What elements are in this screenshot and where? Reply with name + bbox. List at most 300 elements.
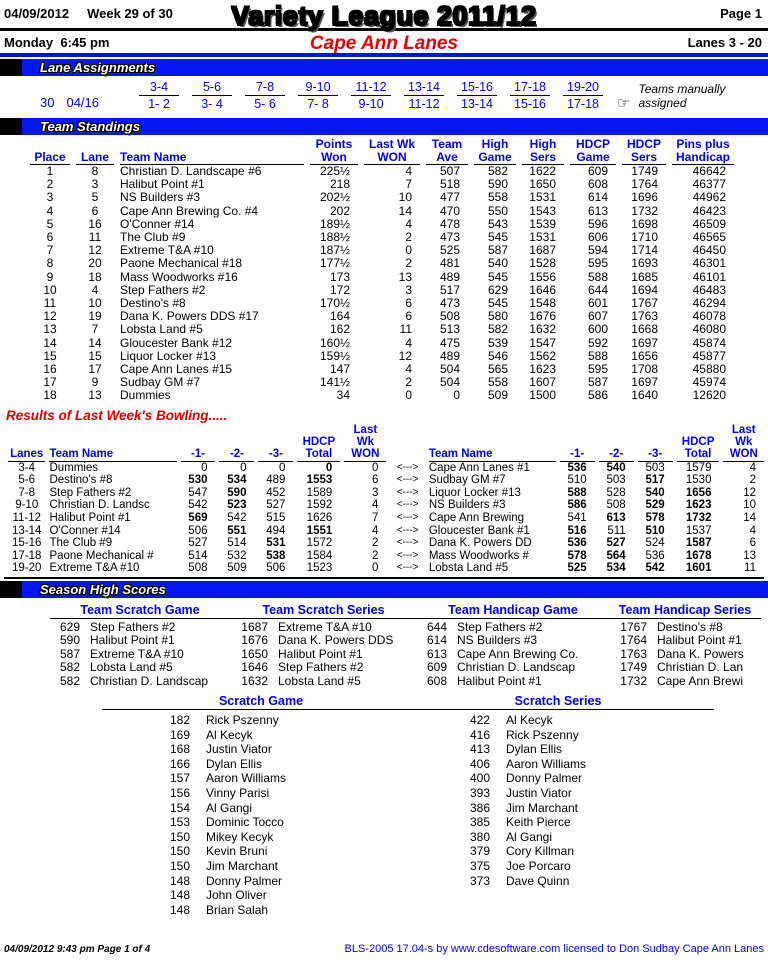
standings-cell: 1623	[529, 363, 556, 377]
team-high-list-title: Team Handicap Game	[417, 603, 609, 619]
results-won-cell: 2	[749, 474, 756, 487]
header-line: Last Wk	[353, 423, 378, 448]
lane-pair	[139, 80, 179, 111]
versus-arrow: <--->	[396, 512, 419, 524]
standings-cell: 614	[587, 191, 608, 205]
high-score-team: Christian D. Landscap	[457, 661, 576, 675]
high-score-value: 157	[169, 771, 190, 786]
header-line: Lanes	[10, 447, 44, 460]
individual-high-score-lists	[102, 694, 768, 917]
list-item	[230, 621, 417, 634]
standings-cell: 545	[487, 231, 508, 245]
standings-cell: 1640	[631, 389, 658, 403]
results-game-cell: 613	[606, 512, 626, 525]
high-score-team: Dana K. Powers DDS	[278, 634, 394, 648]
results-game-cell: 511	[607, 524, 626, 537]
standings-cell: 504	[439, 376, 460, 390]
header-line: WON	[377, 149, 407, 164]
list-item	[417, 648, 609, 661]
high-score-bowler: Dylan Ellis	[506, 742, 563, 757]
standings-cell: 504	[439, 363, 460, 377]
results-game-cell: 534	[227, 474, 247, 487]
standings-cell: Mass Woodworks #16	[120, 270, 238, 284]
standings-cell: 159½	[319, 349, 350, 363]
list-item	[102, 903, 420, 918]
standings-cell: 582	[487, 323, 508, 337]
list-item	[609, 675, 761, 688]
list-item	[230, 634, 417, 647]
standings-cell: 1650	[529, 178, 556, 192]
standings-cell: 173	[329, 270, 350, 284]
header-line: Total	[305, 447, 333, 460]
results-game-cell: 514	[188, 549, 208, 562]
standings-cell: 141½	[319, 376, 350, 390]
standings-head	[30, 138, 734, 165]
section-title: Season High Scores	[40, 582, 166, 597]
results-team-cell: NS Builders #3	[428, 499, 506, 512]
section-banner-lane-assignments	[0, 59, 768, 76]
results-body	[8, 462, 764, 575]
results-team-cell: The Club #9	[49, 537, 113, 550]
standings-cell: Step Fathers #2	[120, 283, 206, 297]
standings-cell: 34	[336, 389, 350, 403]
results-game-cell: 547	[188, 486, 208, 499]
standings-cell: 45880	[692, 363, 726, 377]
results-lanes-cell: 3-4	[18, 461, 36, 474]
high-score-team: Dana K. Powers	[657, 647, 744, 661]
results-total-cell: 1523	[306, 562, 333, 575]
standings-cell: 1714	[631, 244, 658, 258]
high-score-value: 379	[469, 844, 490, 859]
high-score-team: Lobsta Land #5	[278, 674, 361, 688]
list-item	[102, 801, 420, 816]
standings-row	[30, 271, 734, 284]
standings-cell: Dummies	[120, 389, 171, 403]
standings-cell: 1528	[529, 257, 556, 271]
results-game-cell: 503	[645, 461, 665, 474]
standings-row	[30, 178, 734, 191]
standings-cell: 1646	[529, 283, 556, 297]
results-row	[8, 537, 764, 550]
standings-cell: 1556	[529, 270, 556, 284]
standings-cell: 1708	[631, 363, 658, 377]
list-item	[609, 634, 761, 647]
standings-cell: 46377	[692, 178, 726, 192]
high-score-value: 156	[169, 786, 190, 800]
header-line: Last Wk	[368, 137, 415, 151]
high-score-value: 400	[469, 771, 490, 786]
lane-pair-teams: 5- 6	[254, 97, 276, 111]
standings-cell: 582	[487, 165, 508, 178]
standings-cell: 592	[587, 336, 608, 350]
standings-cell: 12	[88, 244, 102, 258]
next-week-date-value: 04/16	[66, 95, 100, 110]
standings-cell: 1698	[631, 217, 658, 231]
standings-cell: 218	[329, 178, 350, 192]
list-item	[402, 786, 714, 801]
high-score-value: 1764	[620, 633, 647, 648]
results-total-cell: 1530	[685, 474, 712, 487]
high-score-bowler: Justin Viator	[506, 786, 572, 800]
versus-arrow: <--->	[396, 537, 419, 549]
header-line: Points	[315, 137, 353, 151]
results-total-cell: 1553	[306, 474, 333, 487]
standings-cell: 46078	[692, 310, 726, 324]
standings-cell: 481	[439, 257, 460, 271]
standings-cell: 513	[439, 323, 460, 337]
header-line: Total	[684, 447, 712, 460]
results-column-header	[599, 424, 634, 462]
team-high-list-title: Team Handicap Series	[609, 603, 761, 619]
results-column-header	[49, 424, 176, 462]
results-game-cell: 540	[645, 486, 665, 499]
standings-cell: 1656	[631, 349, 658, 363]
standings-cell: 1697	[631, 336, 658, 350]
header-line: -3-	[648, 447, 663, 460]
results-won-cell: 4	[749, 461, 756, 474]
lane-pair-teams: 7- 8	[307, 97, 329, 111]
high-score-value: 154	[169, 800, 190, 815]
versus-arrow: <--->	[396, 549, 419, 561]
high-score-team: Christian D. Lan	[657, 661, 744, 675]
standings-cell: 46423	[692, 204, 726, 218]
header-line: WON	[351, 447, 380, 460]
standings-cell: 5	[91, 191, 99, 205]
standings-row	[30, 191, 734, 204]
results-row	[8, 474, 764, 487]
high-score-value: 169	[169, 727, 190, 742]
results-won-cell: 11	[744, 562, 756, 575]
standings-cell: 14	[43, 336, 57, 350]
standings-cell: 45877	[692, 349, 726, 363]
standings-cell: 507	[439, 165, 460, 178]
lane-pair	[563, 80, 603, 111]
results-team-cell: Cape Ann Brewing	[428, 512, 525, 525]
results-game-cell: 569	[188, 512, 208, 525]
results-game-cell: 586	[567, 499, 587, 512]
results-game-cell: 536	[567, 461, 587, 474]
list-item	[230, 648, 417, 661]
high-score-value: 406	[469, 756, 490, 771]
high-score-value: 613	[426, 646, 447, 661]
standings-cell: 1	[46, 165, 54, 178]
lane-pair	[245, 80, 285, 111]
header-line: -1-	[190, 447, 206, 460]
lane-pair	[457, 80, 497, 111]
lane-pair-lanes: 17-18	[510, 80, 550, 96]
results-total-cell: 1623	[685, 499, 712, 512]
header-line: High	[529, 137, 557, 151]
results-total-cell: 1589	[306, 486, 333, 499]
lane-pair-teams: 1- 2	[148, 97, 170, 111]
standings-cell: 10	[398, 191, 412, 205]
results-game-cell: 542	[227, 512, 247, 525]
list-item	[417, 621, 609, 634]
results-team-cell: Liquor Locker #13	[428, 486, 521, 499]
standings-cell: 629	[487, 283, 508, 297]
standings-cell: 189½	[319, 217, 350, 231]
list-item	[102, 888, 420, 903]
list-item	[609, 621, 761, 634]
standings-cell: Halibut Point #1	[120, 178, 205, 192]
list-item	[402, 859, 714, 874]
high-score-value: 182	[169, 713, 190, 728]
versus-arrow: <--->	[396, 486, 419, 498]
standings-cell: 539	[487, 336, 508, 350]
standings-column-header	[120, 138, 304, 165]
list-item	[230, 661, 417, 674]
high-score-team: Lobsta Land #5	[90, 661, 173, 675]
standings-cell: 46509	[692, 217, 726, 231]
standings-column-header	[622, 138, 666, 165]
high-score-bowler: Jim Marchant	[506, 800, 579, 815]
list-item	[50, 621, 230, 634]
results-game-cell: 564	[606, 549, 626, 562]
header-line: WON	[729, 447, 758, 460]
standings-cell: 600	[587, 323, 608, 337]
results-team-cell: Cape Ann Lanes #1	[428, 461, 530, 474]
results-column-header	[8, 424, 45, 462]
standings-cell: 558	[487, 376, 508, 390]
standings-cell: 613	[587, 204, 608, 218]
standings-cell: 46565	[692, 231, 726, 245]
standings-cell: 5	[46, 217, 54, 231]
results-total-cell: 1656	[685, 486, 712, 499]
standings-cell: 6	[405, 310, 412, 324]
standings-cell: 546	[487, 349, 508, 363]
standings-cell: 8	[46, 257, 54, 271]
results-row	[8, 462, 764, 475]
standings-column-header	[364, 138, 420, 165]
standings-cell: 587	[487, 244, 508, 258]
list-item	[402, 815, 714, 830]
standings-cell: 10	[43, 283, 57, 297]
team-standings-table	[24, 138, 740, 403]
standings-cell: 475	[439, 336, 460, 350]
standings-cell: 1710	[631, 231, 658, 245]
header-line: Team	[431, 137, 463, 151]
standings-cell: 46450	[692, 244, 726, 258]
standings-cell: 1693	[631, 257, 658, 271]
lane-pair	[192, 80, 232, 111]
standings-cell: 477	[439, 191, 460, 205]
standings-cell: 187½	[319, 244, 350, 258]
high-score-bowler: Cory Killman	[506, 844, 575, 859]
standings-cell: 15	[88, 349, 102, 363]
high-score-team: Halibut Point #1	[457, 674, 542, 688]
results-game-cell: 516	[567, 524, 587, 537]
results-won-cell: 6	[749, 537, 756, 550]
results-game-cell: 506	[266, 562, 286, 575]
lane-assignments-content	[0, 76, 768, 116]
results-game-cell: 542	[645, 562, 665, 575]
standings-cell: 162	[329, 323, 350, 337]
results-lanes-cell: 13-14	[12, 524, 42, 537]
standings-row	[30, 205, 734, 218]
high-score-bowler: Rick Pszenny	[206, 713, 279, 728]
high-score-team: Destino's #8	[657, 621, 723, 634]
results-column-header	[638, 424, 673, 462]
results-total-cell: 1537	[685, 524, 712, 537]
results-won-cell: 4	[372, 499, 379, 512]
high-score-bowler: Aaron Williams	[206, 771, 287, 786]
results-game-cell: 0	[240, 461, 247, 474]
high-score-bowler: Aaron Williams	[506, 756, 587, 771]
high-score-value: 609	[426, 660, 447, 675]
results-won-cell: 14	[743, 512, 756, 525]
standings-cell: 9	[91, 376, 99, 390]
list-item	[102, 713, 420, 728]
results-game-cell: 525	[567, 562, 587, 575]
list-item	[402, 742, 714, 757]
standings-cell: 1767	[631, 297, 658, 311]
results-row	[8, 562, 764, 575]
standings-cell: 19	[88, 310, 102, 324]
high-score-value: 614	[426, 633, 447, 648]
high-score-value: 590	[59, 633, 80, 648]
standings-cell: 11	[399, 323, 412, 337]
standings-cell: 588	[587, 270, 608, 284]
results-lanes-cell: 9-10	[15, 499, 39, 512]
team-high-list	[230, 603, 417, 688]
lane-pair-teams: 13-14	[461, 97, 493, 111]
high-score-bowler: Dominic Tocco	[206, 815, 284, 830]
standings-cell: 588	[587, 349, 608, 363]
high-score-value: 150	[169, 858, 190, 873]
standings-cell: 12	[398, 349, 412, 363]
lane-pair-teams: 3- 4	[201, 97, 223, 111]
list-item	[402, 874, 714, 889]
results-game-cell: 590	[227, 486, 247, 499]
standings-cell: 46301	[692, 257, 726, 271]
standings-cell: 7	[91, 323, 99, 337]
standings-cell: 595	[587, 363, 608, 377]
standings-cell: 1500	[529, 389, 556, 403]
standings-row	[30, 323, 734, 336]
list-item	[102, 830, 420, 845]
standings-column-header	[474, 138, 516, 165]
results-bottom-divider	[4, 577, 764, 579]
list-item	[50, 675, 230, 688]
results-game-cell: 508	[606, 499, 626, 512]
header-line: -3-	[268, 447, 283, 460]
high-score-value: 1650	[241, 646, 268, 661]
standings-cell: 1764	[631, 178, 658, 192]
results-game-cell: 541	[567, 512, 587, 525]
high-score-bowler: Al Gangi	[206, 800, 253, 815]
results-lanes-cell: 5-6	[18, 474, 36, 487]
standings-cell: 606	[587, 231, 608, 245]
results-total-cell: 1626	[306, 512, 333, 525]
list-item	[50, 634, 230, 647]
header-line: -1-	[570, 447, 585, 460]
standings-cell: Cape Ann Lanes #15	[120, 363, 233, 377]
high-score-team: Step Fathers #2	[90, 621, 176, 634]
standings-cell: 558	[487, 191, 508, 205]
high-score-value: 608	[426, 673, 447, 688]
results-total-cell: 1732	[685, 512, 712, 525]
list-item	[402, 830, 714, 845]
standings-cell: 1732	[631, 204, 658, 218]
bowling-center-name: Cape Ann Lanes	[309, 33, 459, 54]
results-team-cell: Step Fathers #2	[49, 486, 132, 499]
list-item	[102, 728, 420, 743]
list-item	[102, 786, 420, 801]
league-day: Monday	[4, 35, 54, 50]
lane-pairs	[139, 80, 603, 111]
results-game-cell: 536	[645, 549, 665, 562]
results-arrow-header	[390, 424, 424, 462]
lane-pair-teams: 15-16	[514, 97, 546, 111]
results-game-cell: 494	[266, 524, 286, 537]
results-total-cell: 0	[325, 461, 333, 474]
high-score-team: Halibut Point #1	[278, 647, 363, 661]
standings-cell: 177½	[319, 257, 350, 271]
header-line: Handicap	[675, 149, 730, 164]
versus-arrow: <--->	[396, 524, 419, 536]
standings-header-row	[30, 138, 734, 165]
standings-cell: Cape Ann Brewing Co. #4	[120, 204, 259, 218]
results-won-cell: 2	[372, 537, 379, 550]
list-item	[402, 757, 714, 772]
results-game-cell: 523	[227, 499, 247, 512]
standings-cell: 644	[587, 283, 608, 297]
standings-row	[30, 165, 734, 178]
standings-cell: 607	[587, 310, 608, 324]
list-item	[402, 801, 714, 816]
lane-pair-lanes: 11-12	[351, 80, 391, 96]
section-title: Team Standings	[40, 119, 140, 134]
results-column-header	[344, 424, 386, 462]
results-game-cell: 527	[266, 499, 286, 512]
standings-cell: 4	[46, 204, 54, 218]
last-week-results-table	[4, 424, 768, 575]
standings-cell: Lobsta Land #5	[120, 323, 203, 337]
high-score-bowler: Donny Palmer	[506, 771, 583, 786]
results-game-cell: 530	[188, 474, 208, 487]
high-score-bowler: Kevin Bruni	[206, 844, 268, 859]
team-high-list-title: Team Scratch Series	[230, 603, 417, 619]
section-banner-season-high-scores	[0, 581, 768, 598]
standings-cell: 545	[487, 270, 508, 284]
versus-arrow: <--->	[396, 461, 419, 473]
high-score-value: 587	[59, 646, 80, 661]
next-week-number: 30	[40, 95, 55, 110]
individual-high-list	[402, 694, 714, 917]
standings-cell: 508	[439, 310, 460, 324]
standings-row	[30, 218, 734, 231]
results-won-cell: 6	[372, 474, 379, 487]
standings-cell: 608	[587, 178, 608, 192]
standings-cell: 1697	[631, 376, 658, 390]
list-item	[417, 675, 609, 688]
high-score-value: 166	[169, 756, 190, 771]
high-score-bowler: Rick Pszenny	[506, 727, 579, 742]
report-footer	[4, 943, 764, 955]
section-title: Lane Assignments	[40, 60, 156, 75]
lane-pair-lanes: 9-10	[298, 80, 338, 96]
standings-cell: 587	[587, 376, 608, 390]
list-item	[102, 757, 420, 772]
header-line: Team Name	[428, 447, 493, 460]
standings-cell: 1676	[529, 310, 556, 324]
individual-high-list-title: Scratch Game	[102, 694, 420, 710]
standings-cell: 202	[329, 204, 350, 218]
standings-cell: 0	[453, 389, 460, 403]
standings-cell: 14	[88, 336, 102, 350]
results-game-cell: 534	[606, 562, 626, 575]
standings-cell: 46642	[692, 165, 726, 178]
